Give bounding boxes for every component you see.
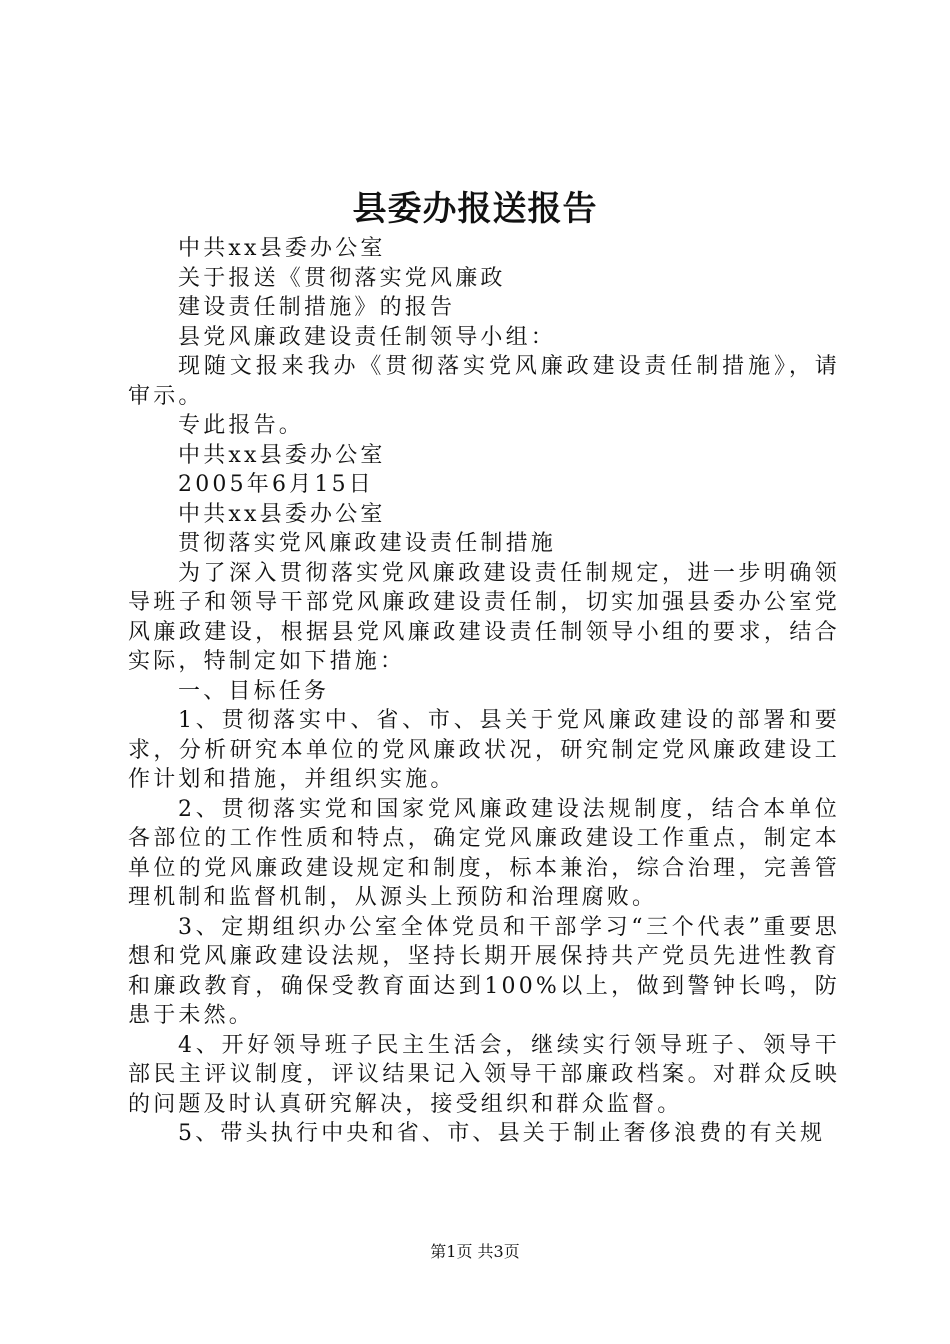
body-paragraph: 为了深入贯彻落实党风廉政建设责任制规定，进一步明确领导班子和领导干部党风廉政建设责任制，切实加强县委办公室党风廉政建设，根据县党风廉政建设责任制领导小组的要求，结合实际，特制定如下措施： xyxy=(128,560,840,674)
page-footer: 第1页 共3页 xyxy=(430,1242,520,1261)
body-paragraph: 5、带头执行中央和省、市、县关于制止奢侈浪费的有关规 xyxy=(178,1121,826,1146)
closing-line: 中共xx县委办公室 xyxy=(178,442,386,468)
header-line: 县党风廉政建设责任制领导小组： xyxy=(178,324,557,350)
header-line: 建设责任制措施》的报告 xyxy=(178,295,456,320)
section-heading: 一、目标任务 xyxy=(178,678,330,704)
intro-paragraph: 现随文报来我办《贯彻落实党风廉政建设责任制措施》，请审示。 xyxy=(128,354,840,409)
closing-line: 2005年6月15日 xyxy=(178,472,374,497)
body-paragraph: 4、开好领导班子民主生活会，继续实行领导班子、领导干部民主评议制度，评议结果记入领导干部廉政档案。对群众反映的问题及时认真研究解决，接受组织和群众监督。 xyxy=(128,1032,840,1117)
body-paragraph: 1、贯彻落实中、省、市、县关于党风廉政建设的部署和要求，分析研究本单位的党风廉政状况，研究制定党风廉政建设工作计划和措施，并组织实施。 xyxy=(128,708,840,792)
body-paragraph: 3、定期组织办公室全体党员和干部学习“三个代表”重要思想和党风廉政建设法规，坚持长期开展保持共产党员先进性教育和廉政教育，确保受教育面达到100%以上，做到警钟长鸣，防患于未然。 xyxy=(128,914,840,1028)
document-body xyxy=(128,234,840,1149)
header-line: 中共xx县委办公室 xyxy=(178,236,386,261)
closing-line: 贯彻落实党风廉政建设责任制措施 xyxy=(178,531,557,556)
document-title: 县委办报送报告 xyxy=(352,189,598,229)
header-line: 关于报送《贯彻落实党风廉政 xyxy=(178,265,506,291)
closing-line: 中共xx县委办公室 xyxy=(178,501,386,527)
closing-line: 专此报告。 xyxy=(178,413,305,438)
body-paragraph: 2、贯彻落实党和国家党风廉政建设法规制度，结合本单位各部位的工作性质和特点，确定党风廉政建设工作重点，制定本单位的党风廉政建设规定和制度，标本兼治，综合治理，完善管理机制和监督机制，从源头上预防和治理腐败。 xyxy=(128,796,840,910)
